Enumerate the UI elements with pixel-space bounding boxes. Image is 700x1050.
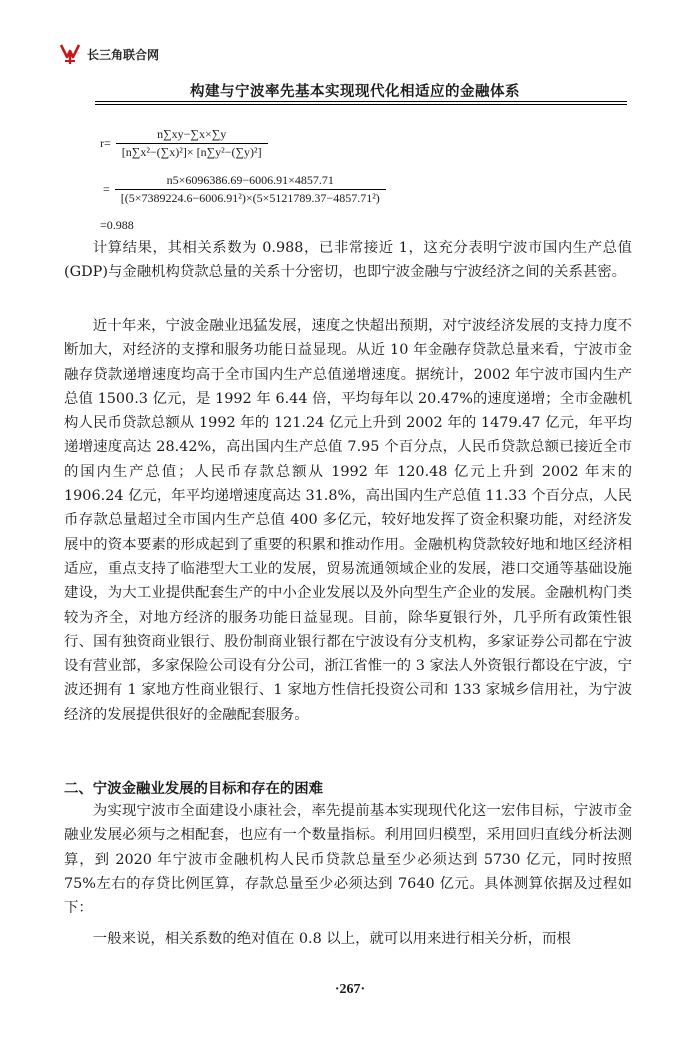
header-rule-double	[95, 104, 627, 105]
correlation-formula	[100, 127, 268, 160]
running-header-title: 构建与宁波率先基本实现现代化相适应的金融体系	[190, 84, 520, 100]
logo-text: 长三角联合网	[87, 47, 160, 62]
formula-substitution	[100, 173, 386, 206]
formula-denominator: [n∑x²−(∑x)²]× [n∑y²−(∑y)²]	[116, 143, 268, 160]
formula-result: =0.988	[100, 218, 134, 232]
formula-numerator: n∑xy−∑x×∑y	[157, 127, 227, 141]
formula-fraction	[116, 127, 268, 160]
header-rule	[95, 101, 627, 102]
logo-mark-icon	[58, 42, 82, 66]
site-logo[interactable]	[58, 42, 159, 66]
body-paragraph: 为实现宁波市全面建设小康社会，率先提前基本实现现代化这一宏伟目标，宁波市金融业发展必须与之相配套，也应有一个数量指标。利用回归模型，采用回归直线分析法测算，到 2020 年宁波市金融机构人民币贷款总量至少必须达到 5730 亿元，同时按照 75%左右的存贷比例匡算，存款总量至少必须达到 7640 亿元。具体测算依据及过程如下：	[64, 803, 632, 917]
formula-equals: =	[103, 182, 110, 196]
section-heading: 二、宁波金融业发展的目标和存在的困难	[64, 781, 324, 797]
formula-denominator: [(5×7389224.6−6006.91²)×(5×5121789.37−4857.71²)	[115, 189, 386, 206]
formula-fraction	[115, 173, 386, 206]
body-paragraph: 近十年来，宁波金融业迅猛发展，速度之快超出预期，对宁波经济发展的支持力度不断加大，对经济的支撑和服务功能日益显现。从近 10 年金融存贷款总量来看，宁波市金融存贷款递增速度均高于全市国内生产总值递增速度。据统计，2002 年宁波市国内生产总值 1500.3 亿元，是 1992 年 6.44 倍，平均每年以 20.47%的速度递增；全市金融机构人民币贷款总额从 1992 年的 121.24 亿元上升到 2002 年的 1479.47 亿元，年平均递增速度高达 28.42%，高出国内生产总值 7.95 个百分点，人民币贷款总额已接近全市的国内生产总值；人民币存款总额从 1992 年 120.48 亿元上升到 2002 年末的 1906.24 亿元，年平均递增速度高达 31.8%，高出国内生产总值 11.33 个百分点，人民币存款总量超过全市国内生产总值 400 多亿元，较好地发挥了资金积聚功能，对经济发展中的资本要素的形成起到了重要的积累和推动作用。金融机构贷款较好地和地区经济相适应，重点支持了临港型大工业的发展，贸易流通领域企业的发展，港口交通等基础设施建设，为大工业提供配套生产的中小企业发展以及外向型生产企业的发展。金融机构门类较为齐全，对地方经济的服务功能日益显现。目前，除华夏银行外，几乎所有政策性银行、国有独资商业银行、股份制商业银行都在宁波设有分支机构，多家证券公司都在宁波设有营业部，多家保险公司设有分公司，浙江省惟一的 3 家法人外资银行都设在宁波，宁波还拥有 1 家地方性商业银行、1 家地方性信托投资公司和 133 家城乡信用社，为宁波经济的发展提供很好的金融配套服务。	[64, 318, 632, 723]
body-paragraph: 计算结果，其相关系数为 0.988，已非常接近 1，这充分表明宁波市国内生产总值(GDP)与金融机构贷款总量的关系十分密切，也即宁波金融与宁波经济之间的关系甚密。	[64, 240, 632, 281]
formula-numerator: n5×6096386.69−6006.91×4857.71	[166, 173, 334, 187]
page-number: ·267·	[334, 982, 366, 997]
body-paragraph: 一般来说，相关系数的绝对值在 0.8 以上，就可以用来进行相关分析，而根	[92, 931, 571, 947]
formula-lhs: r=	[100, 136, 111, 150]
